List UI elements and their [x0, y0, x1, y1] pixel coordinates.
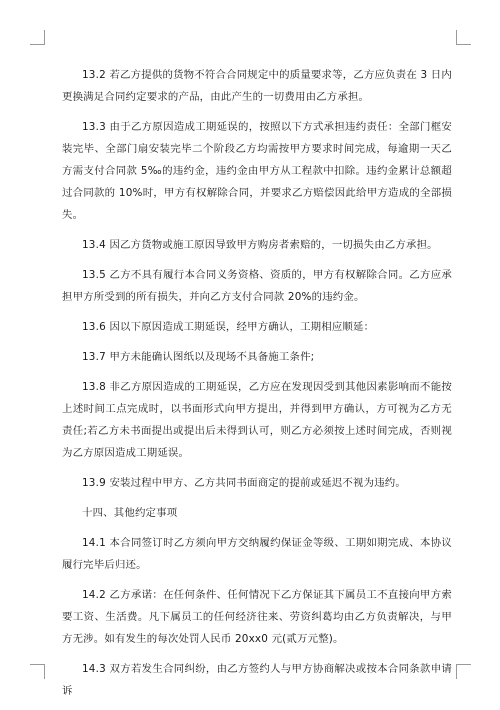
section-heading-14: 十四、其他约定事项 — [82, 507, 178, 519]
crop-mark-top-right — [456, 30, 471, 45]
document-body — [62, 64, 452, 710]
clause-13-6: 13.6 因以下原因造成工期延误，经甲方确认，工期相应顺延： — [82, 321, 375, 333]
clause-13-7: 13.7 甲方未能确认图纸以及现场不具备施工条件; — [82, 351, 315, 363]
crop-mark-bottom-right — [456, 664, 471, 679]
clause-13-2: 13.2 若乙方提供的货物不符合合同规定中的质量要求等，乙方应负责在 3 日内更换满足合同约定要求的产品，由此产生的一切费用由乙方承担。 — [62, 69, 452, 103]
crop-mark-top-left — [30, 30, 45, 45]
clause-13-4: 13.4 因乙方货物或施工原因导致甲方购房者索赔的，一切损失由乙方承担。 — [82, 239, 438, 251]
clause-13-8: 13.8 非乙方原因造成的工期延误，乙方应在发现因受到其他因素影响而不能按上述时间工点完成时，以书面形式向甲方提出，并得到甲方确认，方可视为乙方无责任;若乙方未书面提出或提出后未得到认可，则乙方必须按上述时间完成，否则视为乙方原因造成工期延误。 — [62, 381, 452, 459]
crop-mark-bottom-left — [30, 664, 45, 679]
clause-13-3: 13.3 由于乙方原因造成工期延误的，按照以下方式承担违约责任：全部门框安装完毕、全部门扇安装完毕二个阶段乙方均需按甲方要求时间完成，每逾期一天乙方需支付合同款 5‰的违约金，违约金由甲方从工程款中扣除。违约金累计总额超过合同款的 10%时，甲方有权解除合同，并要求乙方赔偿因此给甲方造成的全部损失。 — [62, 121, 452, 221]
clause-14-3: 14.3 双方若发生合同纠纷，由乙方签约人与甲方协商解决或按本合同条款申请诉 — [62, 663, 452, 697]
clause-13-9: 13.9 安装过程中甲方、乙方共同书面商定的提前或延迟不视为违约。 — [82, 477, 406, 489]
clause-14-1: 14.1 本合同签订时乙方须向甲方交纳履约保证金等级、工期如期完成、本协议履行完毕后归还。 — [62, 537, 452, 571]
clause-13-5: 13.5 乙方不具有履行本合同义务资格、资质的，甲方有权解除合同。乙方应承担甲方所受到的所有损失，并向乙方支付合同款 20%的违约金。 — [62, 269, 452, 303]
clause-14-2: 14.2 乙方承诺：在任何条件、任何情况下乙方保证其下属员工不直接向甲方索要工资、生活费。凡下属员工的任何经济往来、劳资纠葛均由乙方负责解决，与甲方无涉。如有发生的每次处罚人民币 20xx0 元(贰万元整)。 — [62, 589, 452, 645]
